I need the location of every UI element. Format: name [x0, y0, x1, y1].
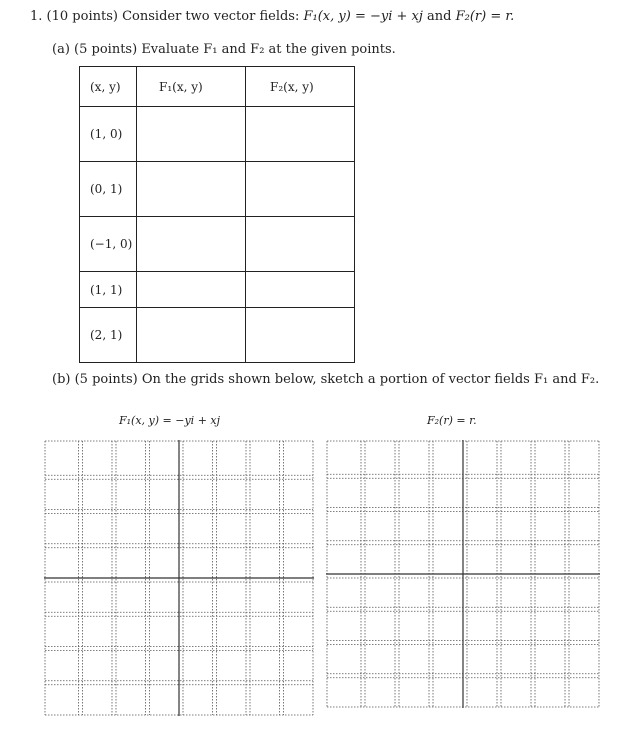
- f2-answer-cell[interactable]: [246, 308, 355, 363]
- f1-answer-cell[interactable]: [137, 107, 246, 162]
- point-cell: (2, 1): [80, 308, 137, 363]
- point-cell: (0, 1): [80, 162, 137, 217]
- header-f1: F₁(x, y): [137, 67, 246, 107]
- header-xy: (x, y): [80, 67, 137, 107]
- f1-answer-cell[interactable]: [137, 272, 246, 308]
- problem-number: 1.: [30, 9, 43, 24]
- conjunction: and: [427, 9, 452, 24]
- table-header-row: [80, 67, 355, 107]
- problem-points: (10 points): [46, 9, 118, 24]
- f1-definition: F₁(x, y) = −yi + xj: [303, 9, 423, 24]
- part-b-points: (5 points): [74, 372, 138, 387]
- part-a-text: Evaluate F₁ and F₂ at the given points.: [141, 42, 396, 57]
- f2-sketch-grid[interactable]: [326, 440, 600, 708]
- f2-answer-cell[interactable]: [246, 272, 355, 308]
- f1-answer-cell[interactable]: [137, 308, 246, 363]
- part-b-text: On the grids shown below, sketch a portion of vector fields F₁ and F₂.: [141, 372, 600, 387]
- header-f2: F₂(x, y): [246, 67, 355, 107]
- problem-prompt: Consider two vector fields:: [122, 9, 300, 24]
- table-row: [80, 162, 355, 217]
- table-row: [80, 308, 355, 363]
- point-cell: (−1, 0): [80, 217, 137, 272]
- problem-statement: [30, 9, 514, 24]
- grid1-caption: F₁(x, y) = −yi + xj: [119, 414, 221, 427]
- f2-answer-cell[interactable]: [246, 217, 355, 272]
- part-b-heading: [52, 372, 599, 387]
- part-a-label: (a): [52, 42, 70, 57]
- grid2-caption: F₂(r) = r.: [427, 414, 477, 427]
- f2-answer-cell[interactable]: [246, 107, 355, 162]
- f2-definition: F₂(r) = r.: [455, 9, 515, 24]
- f1-sketch-grid[interactable]: [44, 440, 314, 716]
- f2-answer-cell[interactable]: [246, 162, 355, 217]
- f1-answer-cell[interactable]: [137, 162, 246, 217]
- f1-answer-cell[interactable]: [137, 217, 246, 272]
- part-a-points: (5 points): [74, 42, 138, 57]
- table-row: [80, 217, 355, 272]
- part-b-label: (b): [52, 372, 71, 387]
- part-a-heading: [52, 42, 396, 57]
- table-row: [80, 107, 355, 162]
- point-cell: (1, 1): [80, 272, 137, 308]
- table-row: [80, 272, 355, 308]
- point-cell: (1, 0): [80, 107, 137, 162]
- evaluation-table: [79, 66, 355, 363]
